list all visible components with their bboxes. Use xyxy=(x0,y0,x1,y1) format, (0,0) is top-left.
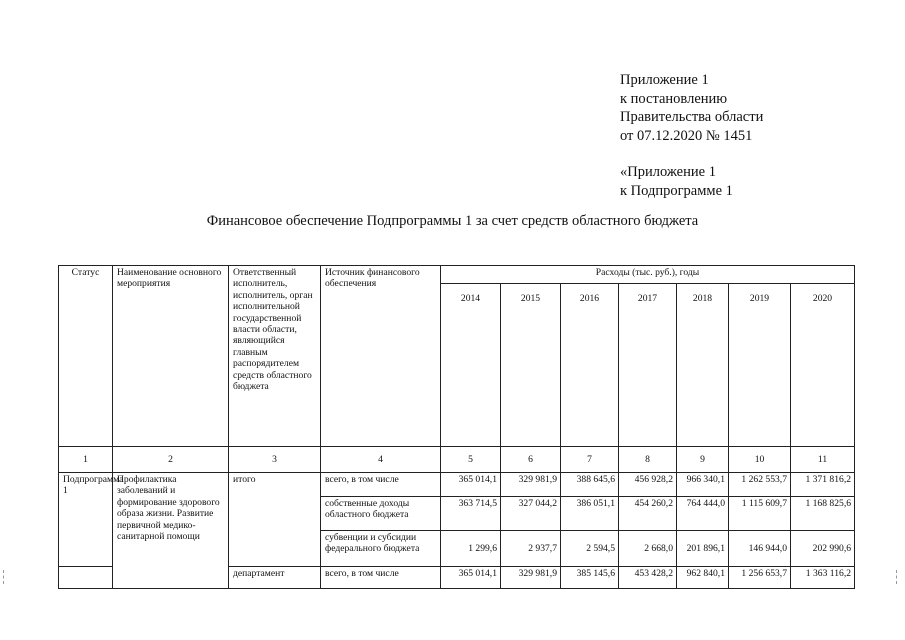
value-cell: 1 115 609,7 xyxy=(729,497,791,531)
value-cell: 1 299,6 xyxy=(441,531,501,567)
value-cell: 385 145,6 xyxy=(561,567,619,589)
financing-table xyxy=(58,265,855,589)
appendix-line: от 07.12.2020 № 1451 xyxy=(620,127,753,144)
source-cell: всего, в том числе xyxy=(321,473,441,497)
value-cell: 454 260,2 xyxy=(619,497,677,531)
header-funding-source: Источник финансового обеспечения xyxy=(321,266,441,447)
column-number: 2 xyxy=(113,447,229,473)
header-expenses: Расходы (тыс. руб.), годы xyxy=(441,266,855,284)
appendix-line: к постановлению xyxy=(620,90,728,107)
table-row xyxy=(59,473,855,497)
status-cell: Подпрограмма 1 xyxy=(59,473,113,567)
scan-edge-mark xyxy=(3,570,8,584)
scan-edge-mark xyxy=(896,570,901,584)
source-cell: собственные доходы областного бюджета xyxy=(321,497,441,531)
value-cell: 329 981,9 xyxy=(501,567,561,589)
activity-cell: Профилактика заболеваний и формирование здорового образа жизни. Развитие первичной медико-санитарной помощи xyxy=(113,473,229,589)
header-year: 2018 xyxy=(677,284,729,447)
column-number: 11 xyxy=(791,447,855,473)
value-cell: 2 937,7 xyxy=(501,531,561,567)
appendix-line: к Подпрограмме 1 xyxy=(620,182,733,199)
header-year: 2020 xyxy=(791,284,855,447)
column-number: 5 xyxy=(441,447,501,473)
appendix-line: Приложение 1 xyxy=(620,72,709,88)
header-year: 2015 xyxy=(501,284,561,447)
spacer xyxy=(620,145,763,163)
column-number-row xyxy=(59,447,855,473)
value-cell: 386 051,1 xyxy=(561,497,619,531)
value-cell: 2 668,0 xyxy=(619,531,677,567)
column-number: 4 xyxy=(321,447,441,473)
appendix-line: «Приложение 1 xyxy=(620,164,716,181)
column-number: 3 xyxy=(229,447,321,473)
value-cell: 329 981,9 xyxy=(501,473,561,497)
value-cell: 1 168 825,6 xyxy=(791,497,855,531)
value-cell: 1 363 116,2 xyxy=(791,567,855,589)
value-cell: 764 444,0 xyxy=(677,497,729,531)
header-activity-name: Наименование основного мероприятия xyxy=(113,266,229,447)
value-cell: 1 256 653,7 xyxy=(729,567,791,589)
value-cell: 201 896,1 xyxy=(677,531,729,567)
status-cell-empty xyxy=(59,567,113,589)
header-year: 2014 xyxy=(441,284,501,447)
value-cell: 146 944,0 xyxy=(729,531,791,567)
column-number: 7 xyxy=(561,447,619,473)
value-cell: 202 990,6 xyxy=(791,531,855,567)
value-cell: 962 840,1 xyxy=(677,567,729,589)
value-cell: 966 340,1 xyxy=(677,473,729,497)
value-cell: 1 371 816,2 xyxy=(791,473,855,497)
column-number: 9 xyxy=(677,447,729,473)
column-number: 8 xyxy=(619,447,677,473)
header-year: 2019 xyxy=(729,284,791,447)
column-number: 10 xyxy=(729,447,791,473)
value-cell: 1 262 553,7 xyxy=(729,473,791,497)
value-cell: 388 645,6 xyxy=(561,473,619,497)
column-number: 1 xyxy=(59,447,113,473)
value-cell: 456 928,2 xyxy=(619,473,677,497)
executor-cell: итого xyxy=(229,473,321,567)
header-status: Статус xyxy=(59,266,113,447)
value-cell: 453 428,2 xyxy=(619,567,677,589)
source-cell: субвенции и субсидии федерального бюджета xyxy=(321,531,441,567)
column-number: 6 xyxy=(501,447,561,473)
header-year: 2016 xyxy=(561,284,619,447)
value-cell: 2 594,5 xyxy=(561,531,619,567)
value-cell: 327 044,2 xyxy=(501,497,561,531)
value-cell: 365 014,1 xyxy=(441,567,501,589)
value-cell: 363 714,5 xyxy=(441,497,501,531)
value-cell: 365 014,1 xyxy=(441,473,501,497)
executor-cell: департамент xyxy=(229,567,321,589)
header-year: 2017 xyxy=(619,284,677,447)
appendix-line: Правительства области xyxy=(620,109,764,126)
source-cell: всего, в том числе xyxy=(321,567,441,589)
header-executor: Ответственный исполнитель, исполнитель, орган исполнительной государственной власти области, являющийся главным распорядителем средств областного бюджета xyxy=(229,266,321,447)
document-title: Финансовое обеспечение Подпрограммы 1 за счет средств областного бюджета xyxy=(206,213,699,229)
appendix-header xyxy=(620,71,763,201)
